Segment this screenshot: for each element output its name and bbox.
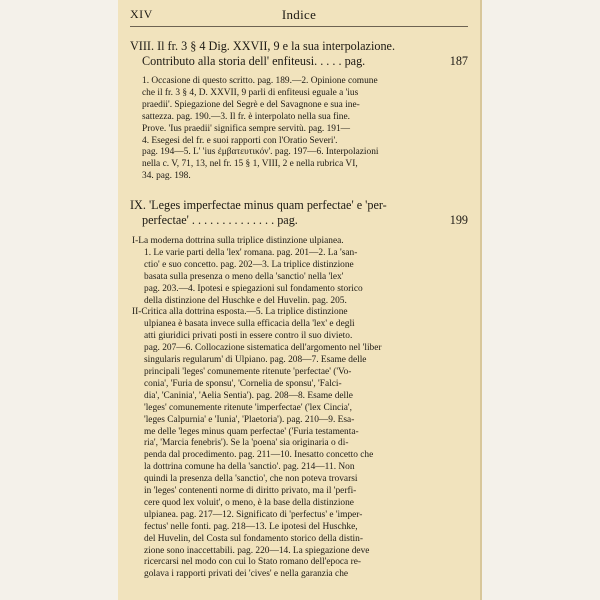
- abstract-line: in 'leges' contenenti norme di diritto privato, ma il 'perfi-: [144, 486, 357, 497]
- abstract-line: 'leges' comunemente ritenute 'imperfectae' ('lex Cincia',: [144, 402, 352, 413]
- abstract-line: me delle 'leges minus quam perfectae' ('Furia testamenta-: [144, 426, 359, 437]
- abstract-line: golava i rapporti privati dei 'cives' e nella garanzia che: [144, 569, 349, 580]
- abstract-line: 4. Esegesi del fr. e suoi rapporti con l'Oratio Severi'.: [142, 135, 338, 146]
- page-number: XIV: [130, 7, 153, 21]
- abstract-line: 1. Occasione di questo scritto. pag. 189.—2. Opinione comune: [142, 76, 378, 86]
- abstract-line: zione sono inaccettabili. pag. 220—14. La spiegazione deve: [144, 545, 370, 556]
- abstract-line: pag. 207—6. Collocazione sistematica dell'argomento nel 'liber: [144, 343, 382, 354]
- abstract-line: I-La moderna dottrina sulla triplice distinzione ulpianea.: [132, 236, 344, 246]
- abstract-line: II-Critica alla dottrina esposta.—5. La triplice distinzione: [132, 307, 348, 318]
- abstract-line: ricercarsi nel modo con cui lo Stato romano dell'epoca re-: [144, 557, 361, 568]
- abstract-line: atti giuridici privati posti in essere contro il suo divieto.: [144, 331, 353, 342]
- abstract-line: dia', 'Caninia', 'Aelia Sentia'). pag. 208—8. Esame delle: [144, 390, 353, 401]
- abstract-line: pag. 203.—4. Ipotesi e spiegazioni sul fondamento storico: [144, 283, 363, 294]
- entry-page-ref: 199: [449, 213, 468, 227]
- page-header: [130, 7, 468, 25]
- header-rule: [130, 26, 468, 27]
- abstract-line: che il fr. 3 § 4, D. XXVII, 9 parli di enfiteusi eguale a 'ius: [142, 87, 359, 98]
- abstract-line: ulpianea. pag. 217—12. Significato di 'perfectus' e 'imper-: [144, 509, 363, 520]
- abstract-line: ria', 'Marcia fenebris'). Se la 'poena' sia originaria o di-: [144, 438, 349, 449]
- abstract-line: 34. pag. 198.: [142, 171, 191, 182]
- entry-page-ref: 187: [449, 54, 468, 68]
- toc-entry-viii: [130, 39, 468, 69]
- abstract-line: la dottrina comune ha della 'sanctio'. pag. 214—11. Non: [144, 462, 355, 473]
- abstract-line: conia', 'Furia de sponsu', 'Cornelia de sponsu', 'Falci-: [144, 378, 342, 389]
- abstract-line: ctio' e suo concetto. pag. 202—3. La triplice distinzione: [144, 259, 354, 270]
- abstract-line: 'leges Calpurnia' e 'Iunia', 'Plaetoria'). pag. 210—9. Esa-: [144, 414, 355, 425]
- entry-title-line: perfectae' . . . . . . . . . . . . . . pag.: [142, 213, 298, 227]
- abstract-line: del Huvelin, del Costa sul fondamento storico della distin-: [144, 533, 363, 544]
- abstract-line: quindi la presenza della 'sanctio', che non poteva trovarsi: [144, 474, 358, 485]
- abstract-line: della distinzione del Huschke e del Huvelin. pag. 205.: [144, 295, 347, 306]
- abstract-line: nella c. V, 71, 13, nel fr. 15 § 1, VIII, 2 e nella rubrica VI,: [142, 159, 358, 170]
- entry-abstract-viii: [142, 76, 460, 183]
- abstract-line: sattezza. pag. 190.—3. Il fr. è interpolato nella sua fine.: [142, 111, 350, 122]
- entry-title-line: VIII. Il fr. 3 § 4 Dig. XXVII, 9 e la sua interpolazione.: [130, 39, 396, 53]
- abstract-line: basata sulla presenza o meno della 'sanctio' nella 'lex': [144, 271, 344, 282]
- abstract-line: penda dal procedimento. pag. 211—10. Inesatto concetto che: [144, 450, 374, 461]
- abstract-line: ulpianea è basata invece sulla efficacia della 'lex' e degli: [144, 319, 355, 330]
- abstract-line: pag. 194—5. L' 'ius ἐμβατευτικόν'. pag. 197—6. Interpolazioni: [142, 147, 379, 158]
- abstract-line: Prove. 'Ius praedii' significa sempre servitù. pag. 191—: [142, 123, 351, 134]
- entry-abstract-ix: [132, 236, 460, 581]
- page-title: Indice: [281, 7, 317, 22]
- entry-title-line: Contributo alla storia dell' enfiteusi. . . . . pag.: [142, 54, 366, 68]
- abstract-line: cere quod lex voluit', o meno, è la base della distinzione: [144, 497, 354, 508]
- abstract-line: principali 'leges' comunemente ritenute 'perfectae' ('Vo-: [144, 366, 352, 377]
- book-page: [118, 0, 482, 600]
- entry-title-line: IX. 'Leges imperfectae minus quam perfectae' e 'per-: [130, 198, 387, 212]
- abstract-line: singularis regularum' di Ulpiano. pag. 208—7. Esame delle: [144, 355, 367, 366]
- abstract-line: fectus' nelle fonti. pag. 218—13. Le ipotesi del Huschke,: [144, 521, 358, 532]
- abstract-line: 1. Le varie parti della 'lex' romana. pag. 201—2. La 'san-: [144, 247, 358, 258]
- toc-entry-ix: [130, 198, 468, 228]
- abstract-line: praedii'. Spiegazione del Segrè e del Savagnone e sua ine-: [142, 99, 360, 110]
